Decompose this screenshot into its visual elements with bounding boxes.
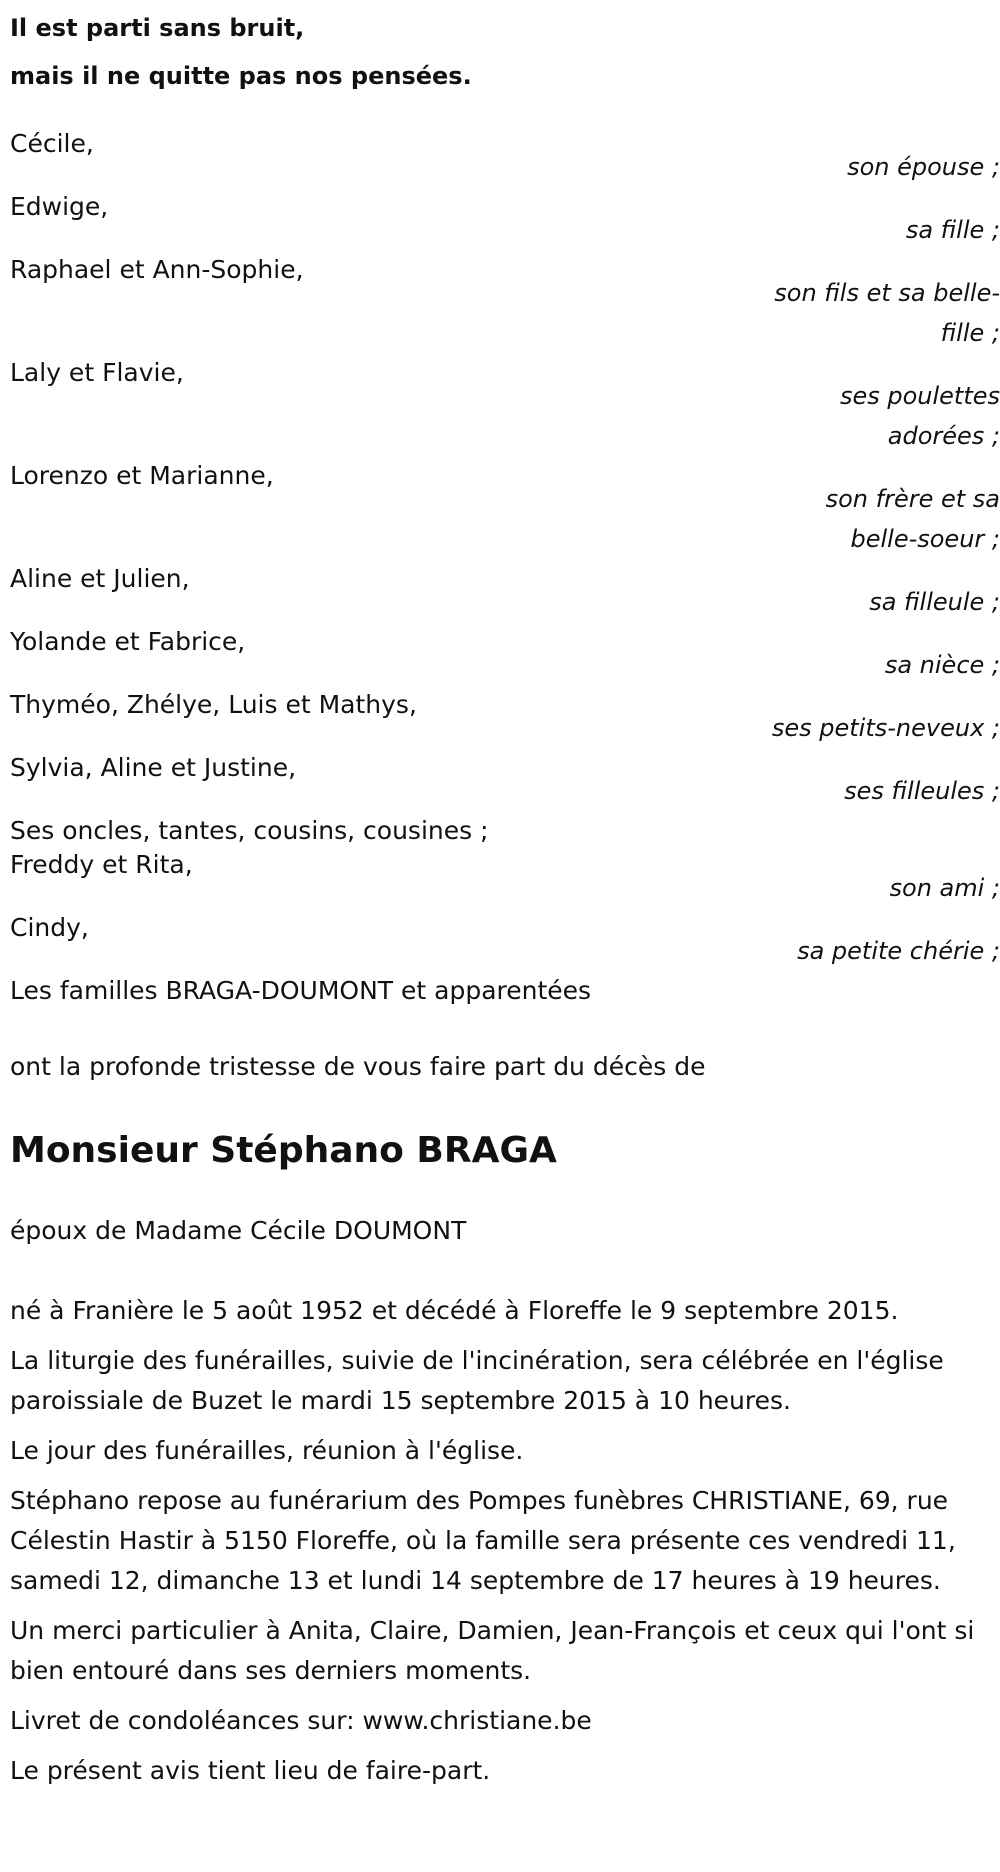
family-name: Cécile, — [10, 129, 94, 158]
family-name: Thyméo, Zhélye, Luis et Mathys, — [10, 690, 417, 719]
family-row — [10, 559, 1000, 622]
family-name: Lorenzo et Marianne, — [10, 461, 274, 490]
family-name: Yolande et Fabrice, — [10, 627, 246, 656]
notice-paragraph: Le présent avis tient lieu de faire-part. — [10, 1756, 491, 1785]
thanks-paragraph: Un merci particulier à Anita, Claire, Damien, Jean-François et ceux qui l'ont si bien entouré dans ses derniers moments. — [10, 1616, 975, 1685]
family-relation: son fils et sa belle-fille ; — [774, 279, 1000, 347]
family-relation: ses filleules ; — [844, 777, 1000, 805]
announcement-line: ont la profonde tristesse de vous faire part du décès de — [10, 1052, 706, 1081]
extended-family-line: Ses oncles, tantes, cousins, cousines ; — [10, 816, 489, 845]
family-relation: ses petits-neveux ; — [771, 714, 1000, 742]
family-row — [10, 187, 1000, 250]
friend-row — [10, 845, 1000, 908]
family-relation: sa nièce ; — [884, 651, 1000, 679]
family-row — [10, 250, 1000, 353]
liturgy-paragraph: La liturgie des funérailles, suivie de l'incinération, sera célébrée en l'église paroissiale de Buzet le mardi 15 septembre 2015 à 10 heures. — [10, 1346, 944, 1415]
spouse-line: époux de Madame Cécile DOUMONT — [10, 1216, 467, 1245]
family-list — [10, 124, 1000, 1011]
family-relation: son frère et sa belle-soeur ; — [825, 485, 1000, 553]
family-row — [10, 456, 1000, 559]
intro-line-1: Il est parti sans bruit, — [10, 14, 305, 42]
family-relation: ses poulettes adorées ; — [839, 382, 1000, 450]
family-name: Laly et Flavie, — [10, 358, 184, 387]
friend-name: Freddy et Rita, — [10, 850, 193, 879]
deceased-name: Monsieur Stéphano BRAGA — [10, 1130, 557, 1171]
friend-relation: sa petite chérie ; — [797, 937, 1000, 965]
funeral-details — [10, 1291, 990, 1791]
family-relation: sa fille ; — [905, 216, 1000, 244]
family-row — [10, 622, 1000, 685]
families-line: Les familles BRAGA-DOUMONT et apparentées — [10, 976, 592, 1005]
family-row — [10, 353, 1000, 456]
intro-line-2: mais il ne quitte pas nos pensées. — [10, 62, 472, 90]
family-relation: sa filleule ; — [869, 588, 1000, 616]
friend-row — [10, 908, 1000, 971]
meeting-paragraph: Le jour des funérailles, réunion à l'église. — [10, 1436, 524, 1465]
family-name: Edwige, — [10, 192, 109, 221]
friend-name: Cindy, — [10, 913, 89, 942]
family-name: Aline et Julien, — [10, 564, 190, 593]
condolences-paragraph: Livret de condoléances sur: www.christiane.be — [10, 1706, 592, 1735]
family-name: Sylvia, Aline et Justine, — [10, 753, 297, 782]
family-row — [10, 124, 1000, 187]
intro-verse — [10, 4, 990, 100]
friend-relation: son ami ; — [889, 874, 1000, 902]
family-name: Raphael et Ann-Sophie, — [10, 255, 304, 284]
family-relation: son épouse ; — [847, 153, 1000, 181]
funerarium-paragraph: Stéphano repose au funérarium des Pompes funèbres CHRISTIANE, 69, rue Célestin Hastir à 5150 Floreffe, où la famille sera présente ces vendredi 11, samedi 12, dimanche 13 et lundi 14 septembre de 17 heures à 19 heures. — [10, 1486, 956, 1595]
family-row — [10, 685, 1000, 748]
family-row — [10, 748, 1000, 811]
birth-death-paragraph: né à Franière le 5 août 1952 et décédé à Floreffe le 9 septembre 2015. — [10, 1296, 899, 1325]
obituary-page — [0, 4, 1000, 1872]
